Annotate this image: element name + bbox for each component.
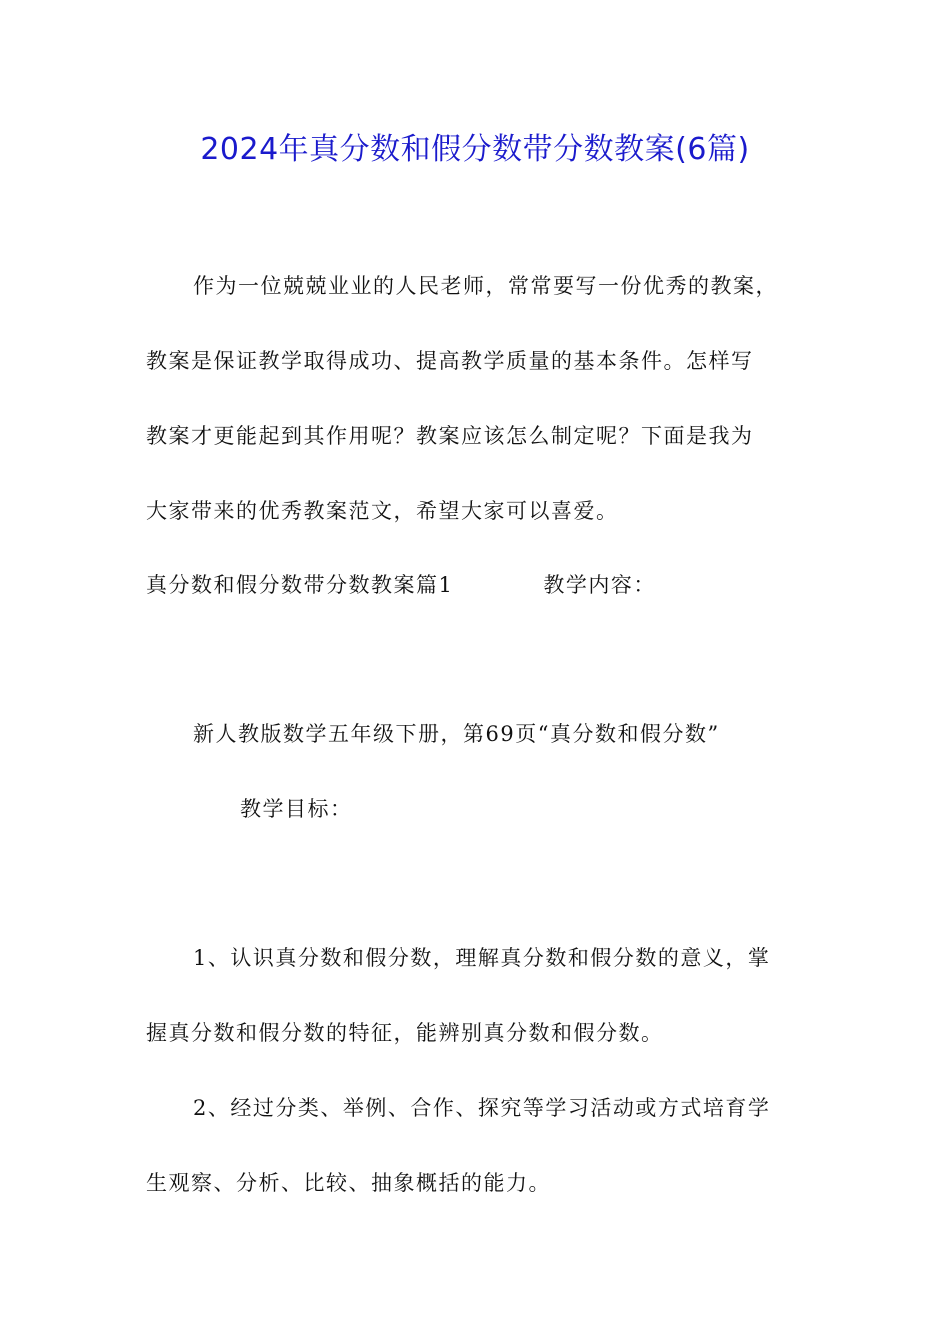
objective-line-2: 握真分数和假分数的特征，能辨别真分数和假分数。 (146, 1021, 664, 1045)
section-heading-line (146, 570, 656, 600)
objective-line-4: 生观察、分析、比较、抽象概括的能力。 (146, 1171, 551, 1195)
intro-line-3: 教案才更能起到其作用呢？教案应该怎么制定呢？下面是我为 (146, 424, 754, 448)
objective-line-1: 1、认识真分数和假分数，理解真分数和假分数的意义，掌 (193, 946, 771, 970)
intro-line-2: 教案是保证教学取得成功、提高教学质量的基本条件。怎样写 (146, 349, 754, 373)
document-title: 2024年真分数和假分数带分数教案(6篇) (200, 132, 750, 167)
intro-line-4: 大家带来的优秀教案范文，希望大家可以喜爱。 (146, 499, 619, 523)
intro-line-1: 作为一位兢兢业业的人民老师，常常要写一份优秀的教案， (193, 274, 778, 298)
objective-line-3: 2、经过分类、举例、合作、探究等学习活动或方式培育学 (193, 1096, 771, 1120)
content-text: 新人教版数学五年级下册，第69页“真分数和假分数” (193, 722, 720, 746)
objectives-label: 教学目标： (240, 797, 353, 821)
section-heading: 真分数和假分数带分数教案篇1 (146, 573, 454, 597)
content-label: 教学内容： (543, 573, 656, 597)
